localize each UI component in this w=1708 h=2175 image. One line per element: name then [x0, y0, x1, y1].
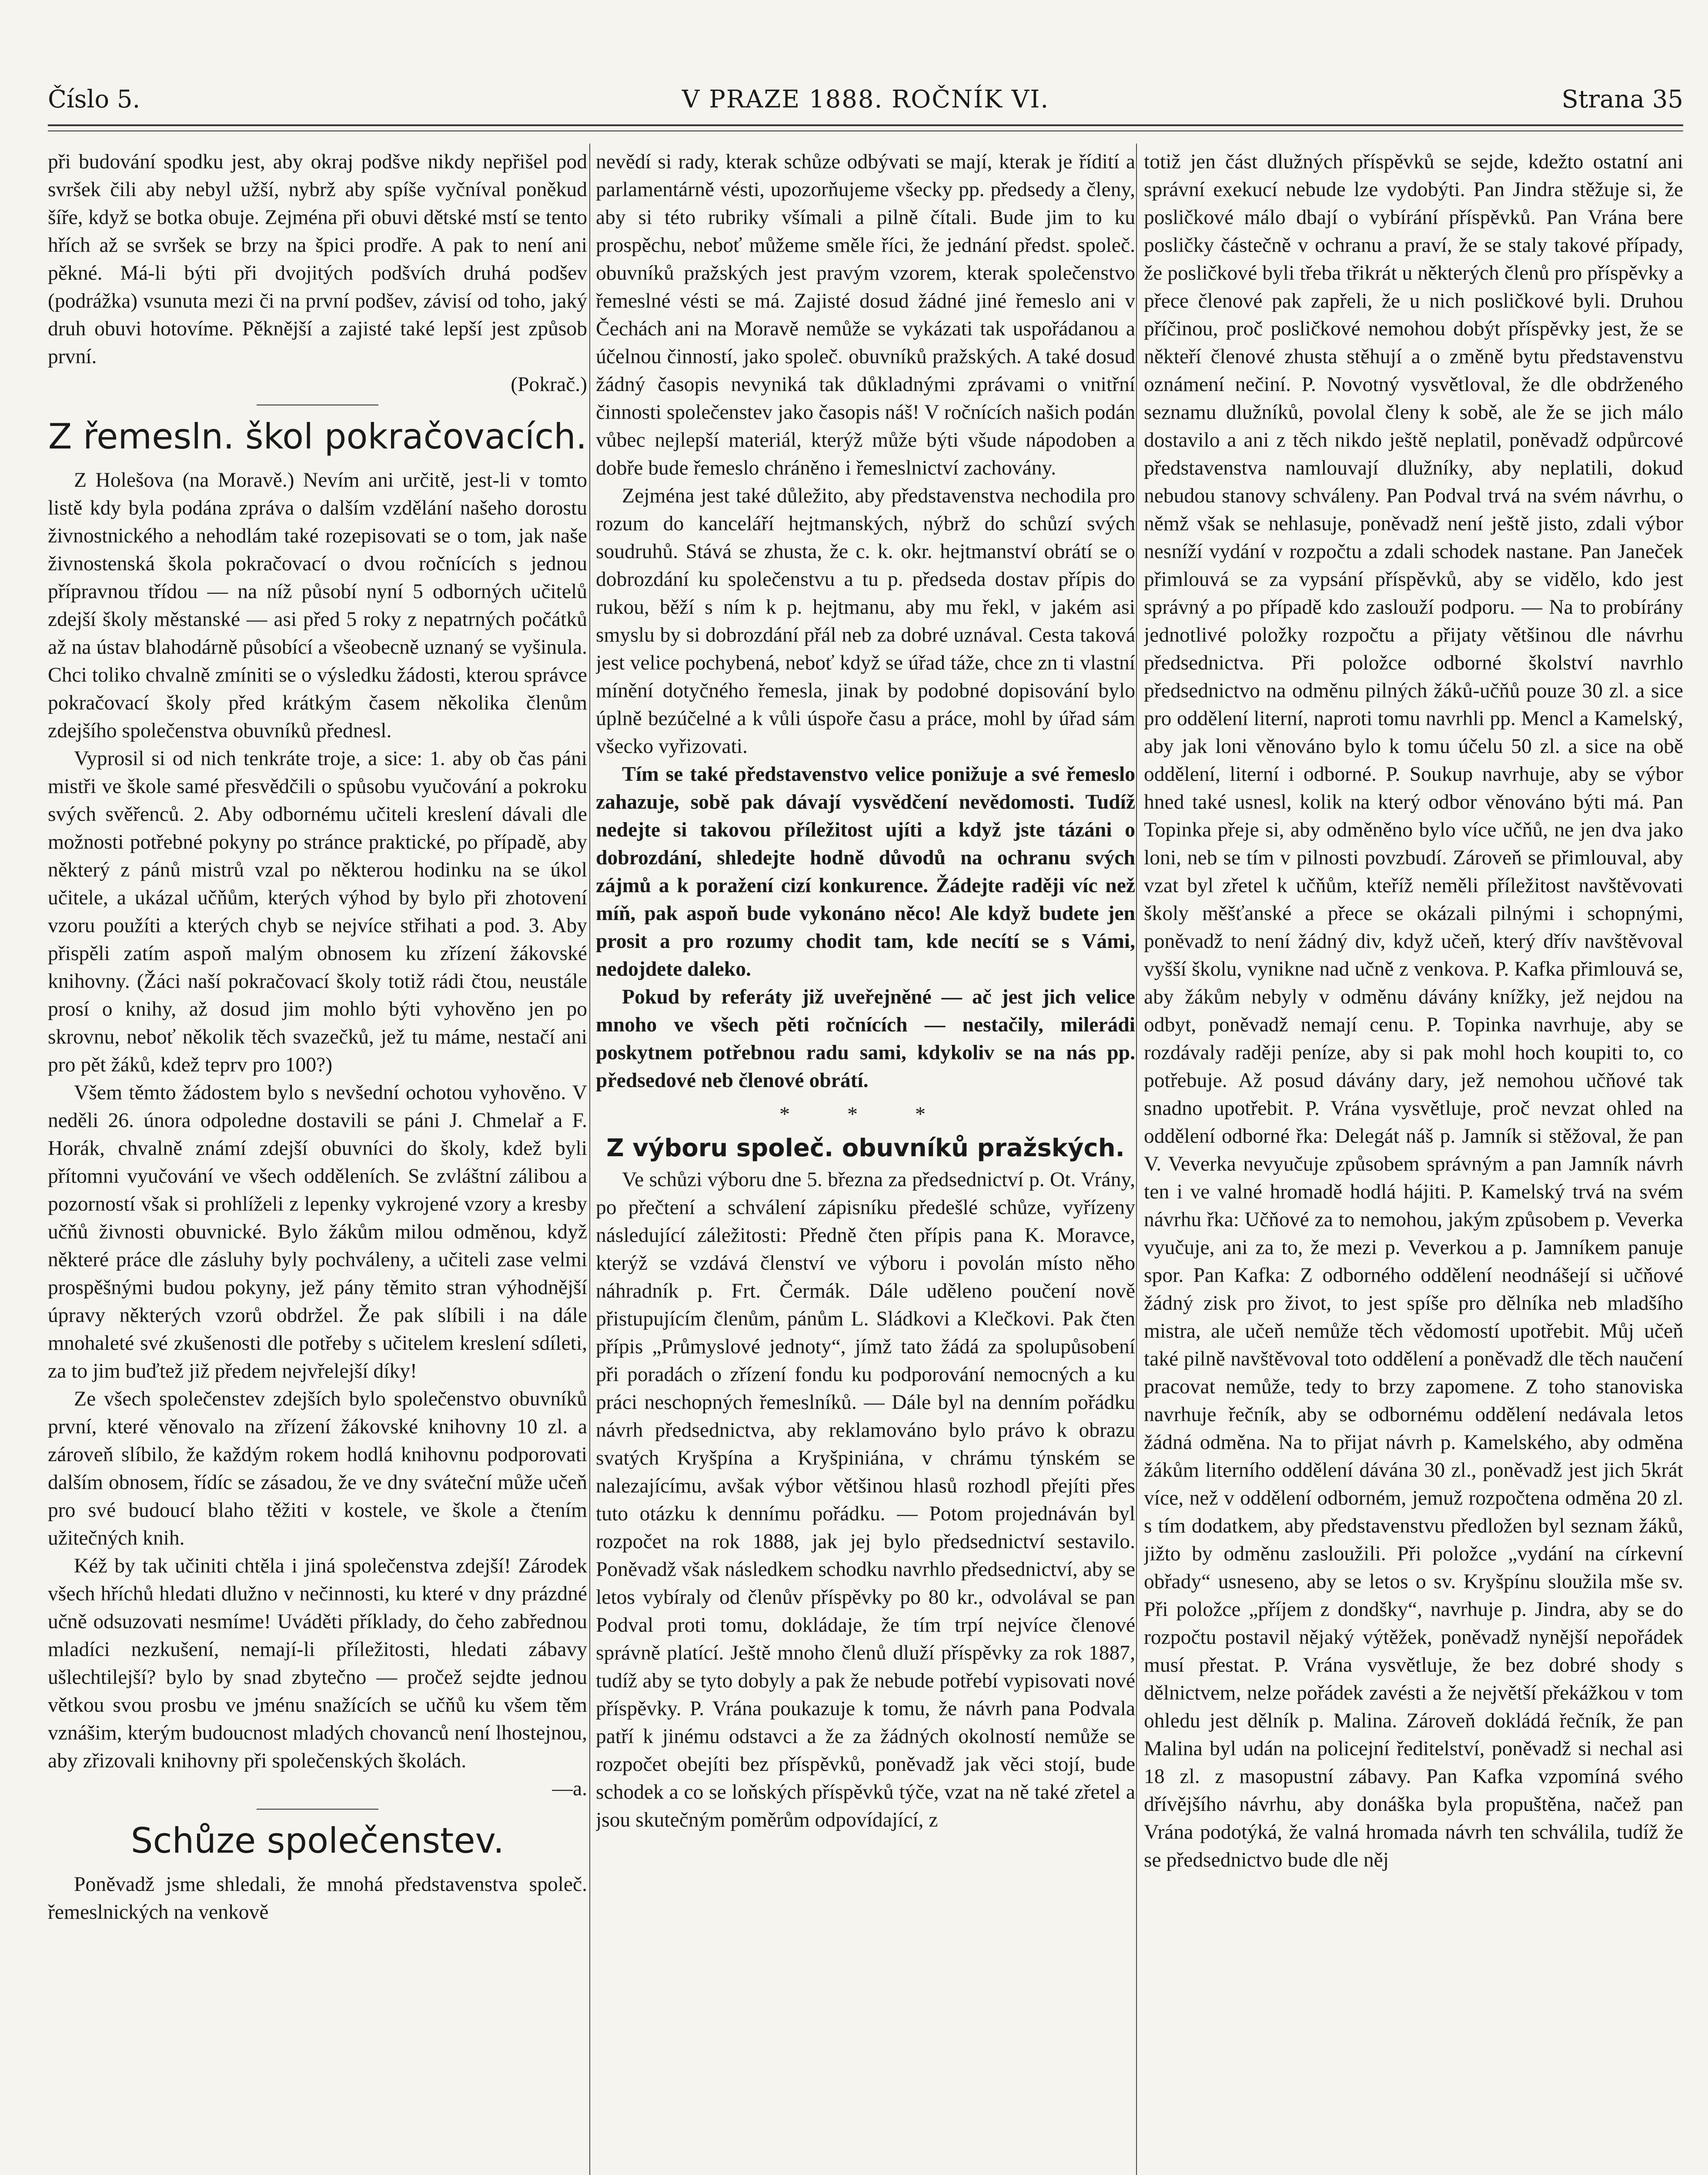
article-text: Z Holešova (na Moravě.) Nevím ani určitě, jest-li v tomto listě kdy byla podána zpráva o dalším vzdělání našeho dorostu živnostnického a nehodlám také rozepisovati se o tom, jak naše živnostenská škola pokračovací o dvou ročnících s jednou přípravnou třídou — na níž působí nyní 5 odborných učitelů zdejší školy městanské — asi před 5 roky z nepatrných počátků až na ústav blahodárně působící a všeobecně uznaný se vyšinula. Chci toliko chvalně zmíniti se o výsledku žádosti, kterou správce pokračovací školy před krátkým časem několika členům zdejšího společenstva obuvníků přednesl.: [48, 469, 587, 742]
article-text: Kéž by tak učiniti chtěla i jiná společenstva zdejší! Zárodek všech hříchů hledati dlužno v nečinnosti, ku které v dny prázdné učně odsuzovati nesmíme! Uváděti příklady, do čeho zabřednou mladíci nezkušení, nemají-li příležitosti, hledati zábavy ušlechtilejší? bylo by snad zbytečno — pročež sejdte jednou větkou svou prosbu ve jménu snažících se učňů ku všem těm vznášim, kterým budoucnost mladých chovanců není lhostejnou, aby zřizovali knihovny při společenských školách.: [48, 1555, 587, 1772]
article-text-emphasis: Pokud by referáty již uveřejněné — ač jest jich velice mnoho ve všech pěti ročnících — nestačily, milerádi poskytnem potřebnou radu sami, kdykoliv se na nás pp. předsedové neb členové obrátí.: [596, 986, 1135, 1092]
article-text: Všem těmto žádostem bylo s nevšední ochotou vyhověno. V neděli 26. února odpoledne dostavili se páni J. Chmelař a F. Horák, chvalně známí zdejší obuvníci do školy, kdež byli přítomni vyučování ve všech odděleních. Se zvláštní zálibou a pozorností však si prohlíželi z lepenky vykrojené vzory a kresby učňů živnosti obuvnické. Bylo žákům milou odměnou, když některé práce dle zásluhy byly pochváleny, a učiteli zase velmi prospěšnými budou pokyny, jež pány těmito stran výhodnější úpravy některých vzorů obdržel. Že pak slíbili i na dále mnohaleté své zkušenosti dle potřeby s učitelem kreslení sdíleti, za to jim buďtež již předem nejvřelejší díky!: [48, 1081, 587, 1382]
column-divider: [589, 144, 590, 2175]
article-text: Vyprosil si od nich tenkráte troje, a sice: 1. aby ob čas páni mistři ve škole samé přesvědčili o spůsobu vyučování a pokroku svých svěřenců. 2. Aby odbornému učiteli kreslení dávali dle možnosti potřebné pokyny po stránce praktické, po případě, aby některý z pánů mistrů vzal po některou hodinku na se úkol učitele, a ukázal učňům, kterých výhod by bylo při zhotovení vzoru použíti a kterých chyb se nejvíce střihati a pod. 3. Aby přispěli zatím aspoň malým obnosem ku zřízení žákovské knihovny. (Žáci naší pokračovací školy totiž rádi čtou, neustále prosí o knihy, až dosud jim mohlo býti vyhověno jen po skrovnu, neboť několik těch svazečků, jež tu máme, nestačí ani pro pět žáků, kdež teprv pro 100?): [48, 747, 587, 1076]
column-1: [48, 148, 587, 2175]
masthead-date-volume: V PRAZE 1888. ROČNÍK VI.: [682, 85, 1050, 114]
section-divider: [257, 1809, 378, 1810]
article-text: totiž jen část dlužných příspěvků se sejde, kdežto ostatní ani správní exekucí nebude lze vydobýti. Pan Jindra stěžuje si, že posličkové málo dbají o vybírání příspěvků. Pan Vrána bere posličky částečně v ochranu a praví, že se staly takové případy, že posličkové byli třeba třikrát u některých členů pro příspěvky a přece členové pak zapřeli, že u nich posličkové byli. Druhou příčinou, proč posličkové nemohou dobýt příspěvky jest, že se někteří členové zhusta stěhují a o změně bytu představenstvu oznámení nečiní. P. Novotný vysvětloval, že dle obdrženého seznamu dlužníků, povolal členy k sobě, ale že se jich málo dostavilo a ani z těch nikdo ještě neplatil, poněvadž odpůrcové představenstva namlouvají dlužníky, aby neplatili, dokud nebudou stanovy schváleny. Pan Podval trvá na svém návrhu, o němž však se nehlasuje, poněvadž není ještě jisto, zdali výbor nesníží vydání v rozpočtu a zdali schodek nastane. Pan Janeček přimlouvá se za vypsání příspěvků, aby se vidělo, kdo jest správný a po případě kdo zaslouží podporu. — Na to probírány jednotlivé položky rozpočtu a přijaty většinou dle návrhu předsednictva. Při položce odborné školství navrhlo předsednictvo na odměnu pilných žáků-učňů pouze 30 zl. a sice pro oddělení literní, naproti tomu navrhli pp. Mencl a Kamelský, aby jak loni věnováno bylo k tomu účelu 50 zl. a sice na obě oddělení, literní i odborné. P. Soukup navrhuje, aby se výbor hned také usnesl, kolik na který odbor věnováno býti má. Pan Topinka přeje si, aby odměněno bylo více učňů, ne jen dva jako loni, neb se tím v pilnosti povzbudí. Zároveň se přimlouval, aby vzat byl zřetel k učňům, kteříž neměli příležitost navštěvovati školy měšťanské a přece se okázali pilnými i schopnými, poněvadž to není žádný div, když učeň, který dřív navštěvoval vyšší školu, vynikne nad učně z venkova. P. Kafka přimlouvá se, aby žákům nebyly v odměnu dávány knížky, jež nejdou na odbyt, poněvadž nemají cenu. P. Topinka navrhuje, aby se rozdávaly raději peníze, aby si pak mohl hoch koupiti to, co potřebuje. Až posud dávány dary, jež nemohou učňové tak snadno upotřebit. P. Vrána vysvětluje, proč nevzat ohled na oddělení odborné řka: Delegát náš p. Jamník si stěžoval, že pan V. Veverka nevyučuje způsobem správným a pan Jamník návrh ten i ve valné hromadě hodlá hájiti. P. Kamelský trvá na svém návrhu řka: Učňové za to nemohou, jakým způsobem p. Veverka vyučuje, ani za to, že mezi p. Veverkou a p. Jamníkem panuje spor. Pan Kafka: Z odborného oddělení neodnášejí si učňové žádný zisk pro život, to jest spíše pro dělníka neb mladšího mistra, ale učeň nemůže těch vědomostí upotřebit. Můj učeň také pilně navštěvoval toto oddělení a poněvadž dle těch naučení pracovat nemůže, tedy to brzy zapomene. Z toho stanoviska navrhuje řečník, aby se odbornému oddělení nedávala letos žádná odměna. Na to přijat návrh p. Kamelského, aby odměna žákům literního oddělení dávána 30 zl., poněvadž jest jich 5krát více, než v oddělení odborném, jemuž rozpočtena odměna 20 zl. s tím dodatkem, aby představenstvu předložen byl seznam žáků, jižto by odměnu zasloužili. Při položce „vydání na církevní obřady“ usneseno, aby se letos o sv. Kryšpínu sloužila mše sv. Při položce „příjem z dondšky“, navrhuje p. Jindra, aby se do rozpočtu postavil nějaký výtěžek, poněvadž nynější nepořádek musí přestat. P. Vrána vysvětluje, že bez dobré shody s dělnictvem, nelze pořádek zavésti a že největší překážkou v tom ohledu jest dělník p. Malina. Zároveň dokládá řečník, že pan Malina byl udán na policejní ředitelství, poněvadž si nechal asi 18 zl. z masopustní zábavy. Pan Kafka vzpomíná svého dřívějšího návrhu, aby donáška byla propuštěna, načež pan Vrána podotýká, že valná hromada návrh ten schválila, tudíž že se předsednictvo bude dle něj: [1144, 151, 1683, 1871]
asterism-divider: * * *: [779, 1103, 952, 1126]
issue-number: Číslo 5.: [48, 85, 140, 114]
page-header: [48, 85, 1683, 124]
article-text: při budování spodku jest, aby okraj podšve nikdy nepřišel pod svršek čili aby nebyl užší, nybrž aby spíše vyčníval poněkud šíře, když se botka obuje. Zejména při obuvi dětské mstí se tento hřích až se svršek se brzy na špici prodře. A pak to není ani pěkné. Má-li býti při dvojitých podšvích druhá podšev (podrážka) vsunuta mezi či na první podšev, závisí od toho, jaký druh obuvi hotovíme. Pěknější a zajisté také lepší jest způsob první.: [48, 151, 587, 368]
section-heading-committee: Z výboru společ. obuvníků pražských.: [606, 1134, 1125, 1162]
article-text-emphasis: Tím se také představenstvo velice ponižuje a své řemeslo zahazuje, sobě pak dávají vysvědčení nevědomosti. Tudíž nedejte si takovou příležitost ujíti a když jste tázáni o dobrozdání, shledejte hodně důvodů na ochranu svých zájmů a k poražení cizí konkurence. Žádejte raději víc než míň, pak aspoň bude vykonáno něco! Ale když budete jen prosit a pro rozumy chodit tam, kde necítí se s Vámi, nedojdete daleko.: [596, 763, 1135, 980]
article-text: Ve schůzi výboru dne 5. března za předsednictví p. Ot. Vrány, po přečtení a schválení zápisníku předešlé schůze, vyřízeny následující záležitosti: Předně čten přípis pana K. Moravce, kterýž se vzdává členství ve výboru i povolán místo něho náhradník p. Frt. Čermák. Dále uděleno poučení nově přistupujícím členům, pánům L. Sládkovi a Klečkovi. Pak čten přípis „Průmyslové jednoty“, jímž tato žádá za spolupůsobení při poradách o zřízení fondu ku podporování nemocných a ku práci neschopných řemeslníků. — Dále byl na denním pořádku návrh předsednictva, aby reklamováno bylo právo k obrazu svatých Kryšpína a Kryšpiniána, v chrámu týnském se nalezajícímu, avšak výbor většinou hlasů rozhodl přejíti přes tuto otázku k dennímu pořádku. — Potom projednáván byl rozpočet na rok 1888, jak jej bylo předsednictví sestavilo. Poněvadž však následkem schodku navrhlo předsednictví, aby se letos vybíraly od členův příspěvky po 80 kr., odvolával se pan Podval proti tomu, dokládaje, že tím trpí nejvíce členové správně platící. Ještě mnoho členů dluží příspěvky za rok 1887, tudíž aby se tyto dobyly a pak že nebude potřebí vypisovati nové příspěvky. P. Vrána poukazuje k tomu, že návrh pana Podvala patří k jinému odstavci a že za žádných okolností nemůže se rozpočet obejíti bez příspěvků, poněvadž jak věci stojí, bude schodek a co se loňských příspěvků týče, vzat na ně také zřetel a jsou skutečným poměrům odpovídající, z: [596, 1168, 1135, 1831]
author-signature: —a.: [552, 1777, 587, 1800]
page-number: Strana 35: [1561, 85, 1683, 114]
header-rule: [48, 124, 1683, 126]
column-divider: [1136, 144, 1137, 2175]
section-heading-meetings: Schůze společenstev.: [130, 1820, 505, 1861]
header-rule-thin: [48, 130, 1683, 131]
article-text: nevědí si rady, kterak schůze odbývati se mají, kterak je řídití a parlamentárně vésti, upozorňujeme všecky pp. předsedy a členy, aby si této rubriky všímali a pilně čítali. Bude jim to ku prospěchu, neboť můžeme směle říci, že jednání předst. společ. obuvníků pražských jest pravým vzorem, kterak společenstvo řemeslné vésti se má. Zajisté dosud žádné jiné řemeslo ani v Čechách ani na Moravě nemůže se vykázati tak uspořádanou a účelnou činností, jako společ. obuvníků pražských. A také dosud žádný časopis nevyniká tak důkladnými zprávami o vnitřní činnosti společenstev jako časopis náš! V ročnících našich podán vůbec nejlepší materiál, kterýž může býti všude nápodoben a dobře bude řemeslo chráněno i řemeslnictví zachovány.: [596, 151, 1135, 479]
section-heading-schools: Z řemesln. škol pokračovacích.: [48, 416, 587, 457]
article-text: Ze všech společenstev zdejších bylo společenstvo obuvníků první, které věnovalo na zřízení žákovské knihovny 10 zl. a zároveň slíbilo, že každým rokem hodlá knihovnu podporovati dalším obnosem, řídíc se zásadou, že ve dny sváteční může učeň pro své budoucí blaho těžiti v kostele, ve škole a čtením užitečných knih.: [48, 1388, 587, 1549]
article-text: Poněvadž jsme shledali, že mnohá představenstva společ. řemeslnických na venkově: [48, 1873, 587, 1924]
column-3: [1144, 148, 1683, 2175]
article-text: Zejména jest také důležito, aby představenstva nechodila pro rozum do kanceláří hejtmanských, nýbrž do schůzí svých soudruhů. Stává se zhusta, že c. k. okr. hejtmanství obrátí se o dobrozdání ku společenstvu a tu p. předseda dostav přípis do rukou, běží s ním k p. hejtmanu, aby mu řekl, v jakém asi smyslu by si dobrozdání přál neb za dobré uznával. Cesta taková jest velice pochybená, neboť když se úřad táže, chce zn ti vlastní mínění dotyčného řemesla, jinak by podobné dopisování bylo úplně bezúčelné a k vůli úspoře času a práce, mohl by úřad sám všecko vyřizovati.: [596, 485, 1135, 758]
column-2: [596, 148, 1135, 2175]
continued-note: (Pokrač.): [511, 373, 587, 396]
